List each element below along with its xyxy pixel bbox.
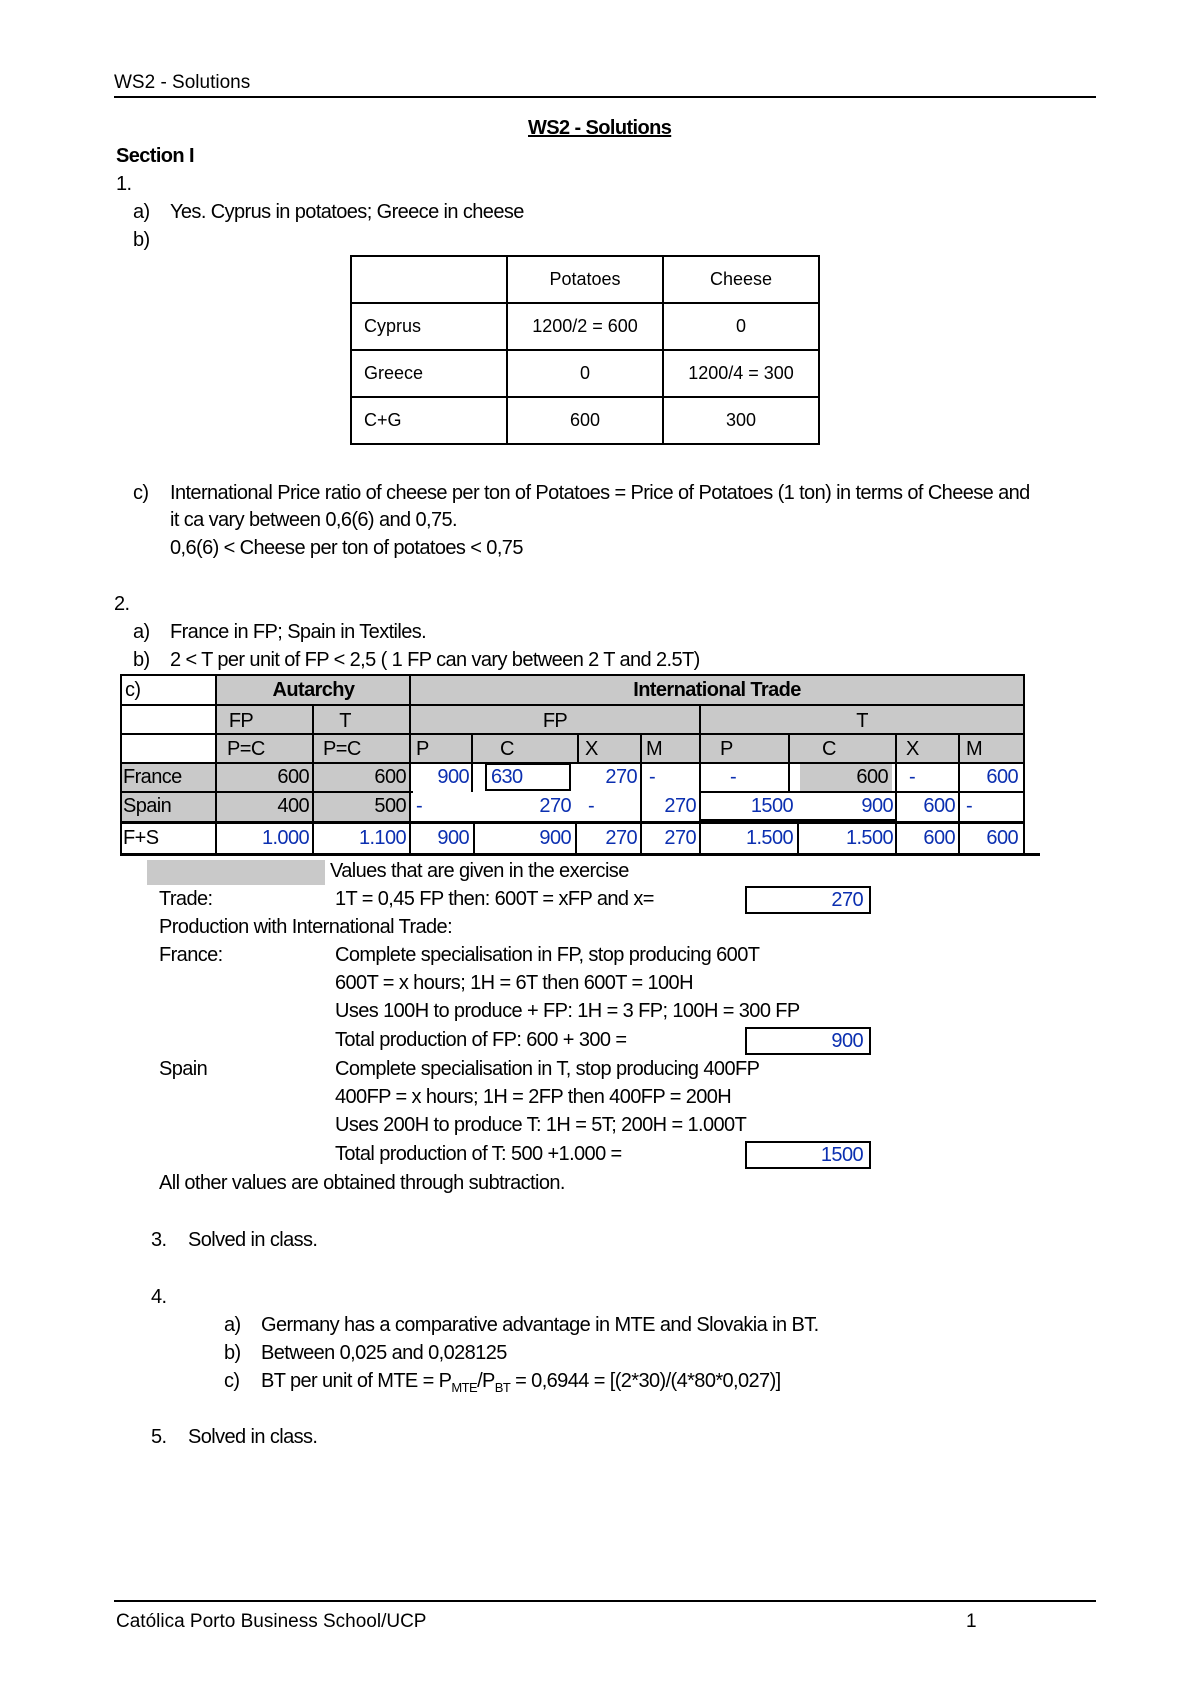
q4-c-label: c): [224, 1370, 240, 1392]
autarchy-header: Autarchy: [272, 679, 355, 701]
table-cell: 630: [491, 766, 523, 788]
table-divider: [797, 821, 799, 854]
q4-number: 4.: [151, 1286, 167, 1308]
intl-fp-header: FP: [542, 710, 568, 732]
france-line: Total production of FP: 600 + 300 =: [335, 1029, 627, 1051]
q1-b-label: b): [133, 229, 150, 251]
table-cell: Cyprus: [351, 303, 507, 350]
table-cell: -: [649, 766, 656, 788]
spain-line: Total production of T: 500 +1.000 =: [335, 1143, 622, 1165]
autarchy-t-pc: P=C: [323, 738, 361, 760]
formula-part: BT per unit of MTE = P: [261, 1370, 452, 1392]
table-header-row: [351, 256, 819, 303]
table-divider: [788, 733, 790, 792]
france-line: Complete specialisation in FP, stop producing 600T: [335, 944, 760, 966]
table-divider: [120, 704, 1025, 706]
table-cell: 600: [277, 766, 309, 788]
table-cell: -: [416, 795, 423, 817]
table-cell: 270: [605, 766, 637, 788]
table-header-potatoes: Potatoes: [507, 256, 663, 303]
spain-line: 400FP = x hours; 1H = 2FP then 400FP = 200H: [335, 1086, 732, 1108]
legend-swatch: [147, 860, 325, 885]
table-divider: [958, 733, 960, 854]
table-divider: [577, 733, 579, 763]
table-divider: [120, 821, 1025, 824]
sub-header: C: [822, 738, 836, 760]
formula-part: = 0,6944 = [(2*30)/(4*80*0,027)]: [510, 1370, 781, 1392]
q1-a-label: a): [133, 201, 150, 223]
q1-c-line3: 0,6(6) < Cheese per ton of potatoes < 0,75: [170, 537, 523, 559]
table-cell: 0: [663, 303, 819, 350]
table-cell: 600: [856, 766, 888, 788]
sub-header: M: [646, 738, 663, 760]
table-cell: 600: [923, 795, 955, 817]
table-cell: 900: [539, 827, 571, 849]
table-cell: -: [966, 795, 973, 817]
sub-header: X: [906, 738, 919, 760]
trade-label: Trade:: [159, 888, 213, 910]
sub-header: M: [966, 738, 983, 760]
formula-part: /P: [477, 1370, 495, 1392]
table-divider: [575, 821, 577, 854]
table-cell: 400: [277, 795, 309, 817]
footer-rule: [114, 1600, 1096, 1602]
spain-answer-box: 1500: [745, 1141, 871, 1169]
page-number: 1: [966, 1611, 977, 1632]
closing-text: All other values are obtained through subtraction.: [159, 1172, 565, 1194]
q4-c-formula: [261, 1370, 781, 1395]
legend-text: Values that are given in the exercise: [330, 860, 629, 882]
sub-header: X: [585, 738, 598, 760]
sub-header: C: [500, 738, 514, 760]
q2-b-label: b): [133, 649, 150, 671]
table-cell: 1.500: [745, 827, 793, 849]
q2-number: 2.: [114, 593, 130, 615]
production-table: [350, 255, 820, 445]
table-cell: 1.000: [261, 827, 309, 849]
table-cell: 270: [664, 795, 696, 817]
table-row: [351, 303, 819, 350]
table-cell: 600: [986, 827, 1018, 849]
q1-a-text: Yes. Cyprus in potatoes; Greece in cheese: [170, 201, 524, 223]
france-line: Uses 100H to produce + FP: 1H = 3 FP; 100H = 300 FP: [335, 1000, 800, 1022]
table-cell: 900: [437, 766, 469, 788]
table-cell: C+G: [351, 397, 507, 444]
q1-number: 1.: [116, 173, 132, 195]
table-divider: [120, 791, 413, 793]
row-label-france: France: [123, 766, 182, 788]
france-answer-box: 900: [745, 1027, 871, 1055]
q1-c-line1: International Price ratio of cheese per ton of Potatoes = Price of Potatoes (1 ton) in terms of Cheese and: [170, 482, 1030, 504]
q4-a-text: Germany has a comparative advantage in MTE and Slovakia in BT.: [261, 1314, 819, 1336]
q4-b-text: Between 0,025 and 0,028125: [261, 1342, 507, 1364]
table-divider: [700, 791, 1025, 793]
table-row: [351, 397, 819, 444]
highlight-box: [485, 763, 571, 791]
q4-a-label: a): [224, 1314, 241, 1336]
q4-b-label: b): [224, 1342, 241, 1364]
table-cell: 1500: [750, 795, 793, 817]
table-divider: [473, 821, 475, 854]
production-heading: Production with International Trade:: [159, 916, 453, 938]
table-cell: 600: [507, 397, 663, 444]
spain-label: Spain: [159, 1058, 208, 1080]
table-divider: [312, 704, 314, 854]
trade-text: 1T = 0,45 FP then: 600T = xFP and x=: [335, 888, 654, 910]
spain-line: Uses 200H to produce T: 1H = 5T; 200H = 1.000T: [335, 1114, 747, 1136]
table-divider: [120, 762, 1025, 764]
q5-text: Solved in class.: [188, 1426, 318, 1448]
table-cell: 270: [539, 795, 571, 817]
table-divider: [409, 674, 411, 854]
table-cell: 1.500: [845, 827, 893, 849]
table-divider: [699, 704, 701, 854]
table-cell: -: [730, 766, 737, 788]
q2-a-label: a): [133, 621, 150, 643]
table-border: [120, 674, 1025, 855]
q2-b-text: 2 < T per unit of FP < 2,5 ( 1 FP can vary between 2 T and 2.5T): [170, 649, 700, 671]
table-cell: 600: [374, 766, 406, 788]
q1-c-label: c): [133, 482, 149, 504]
table-divider: [640, 733, 642, 854]
row-label-total: F+S: [123, 827, 159, 849]
header-rule: [114, 96, 1096, 98]
table-cell: 1.100: [358, 827, 406, 849]
table-cell: 900: [861, 795, 893, 817]
autarchy-fp-header: FP: [228, 710, 254, 732]
autarchy-fp-pc: P=C: [227, 738, 265, 760]
table-cell: 270: [664, 827, 696, 849]
sub-header: P: [416, 738, 429, 760]
table-cell: 500: [374, 795, 406, 817]
q2-a-text: France in FP; Spain in Textiles.: [170, 621, 427, 643]
table-row: [351, 350, 819, 397]
table-cell: 1200/2 = 600: [507, 303, 663, 350]
autarchy-t-header: T: [339, 710, 351, 732]
table-bottom-rule: [120, 853, 1040, 856]
table-cell: Greece: [351, 350, 507, 397]
table-cell: 900: [437, 827, 469, 849]
table-divider: [471, 733, 473, 792]
table-divider: [215, 674, 217, 854]
table-corner-label: c): [125, 679, 141, 701]
spain-line: Complete specialisation in T, stop producing 400FP: [335, 1058, 760, 1080]
footer-institution: Católica Porto Business School/UCP: [116, 1611, 427, 1632]
table-cell: -: [909, 766, 916, 788]
row-label-spain: Spain: [123, 795, 172, 817]
trade-answer-box: 270: [745, 886, 871, 914]
section-heading: Section I: [116, 145, 194, 167]
page-title: WS2 - Solutions: [528, 117, 672, 139]
q1-c-line2: it ca vary between 0,6(6) and 0,75.: [170, 509, 457, 531]
formula-subscript: MTE: [451, 1380, 478, 1395]
table-cell: 600: [923, 827, 955, 849]
q5-number: 5.: [151, 1426, 167, 1448]
table-header-cheese: Cheese: [663, 256, 819, 303]
q3-text: Solved in class.: [188, 1229, 318, 1251]
table-cell: 0: [507, 350, 663, 397]
table-cell: 600: [986, 766, 1018, 788]
table-cell: 270: [605, 827, 637, 849]
running-header: WS2 - Solutions: [114, 72, 251, 93]
table-cell: 300: [663, 397, 819, 444]
intl-t-header: T: [856, 710, 868, 732]
table-cell: 1200/4 = 300: [663, 350, 819, 397]
intl-trade-header: International Trade: [633, 679, 801, 701]
table-cell: [351, 256, 507, 303]
formula-subscript: BT: [494, 1380, 511, 1395]
france-label: France:: [159, 944, 223, 966]
sub-header: P: [720, 738, 733, 760]
table-divider: [700, 792, 897, 821]
table-divider: [120, 733, 1025, 735]
france-line: 600T = x hours; 1H = 6T then 600T = 100H: [335, 972, 693, 994]
table-cell: -: [588, 795, 595, 817]
q3-number: 3.: [151, 1229, 167, 1251]
